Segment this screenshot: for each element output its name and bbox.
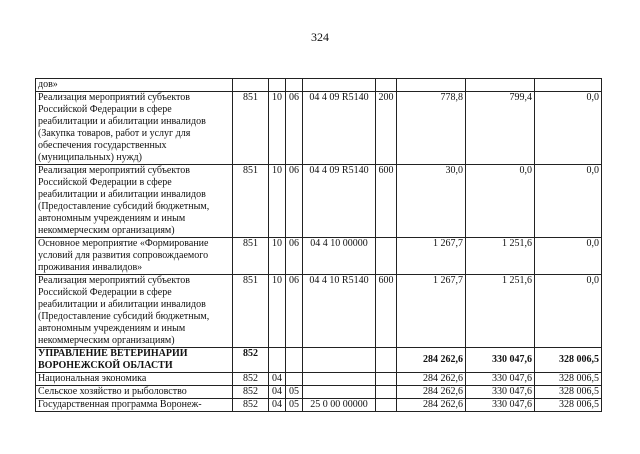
expense-name-cell: Основное мероприятие «Формирование условий для развития сопровождаемого проживания инвалидов» [36,238,233,275]
amount-year2-cell: 330 047,6 [466,399,535,412]
subsection-code-cell: 06 [286,165,303,238]
expense-type-cell [376,348,397,373]
subsection-code-cell: 05 [286,386,303,399]
table-body [36,79,602,412]
table-row [36,386,602,399]
table-row [36,238,602,275]
amount-year3-cell: 328 006,5 [535,348,602,373]
amount-year2-cell: 330 047,6 [466,373,535,386]
target-article-cell [303,386,376,399]
amount-year3-cell: 328 006,5 [535,399,602,412]
expense-name-cell: Реализация мероприятий субъектов Российской Федерации в сфере реабилитации и абилитации инвалидов (Предоставление субсидий бюджетным, автономным учреждениям и иным некоммерческим организациям) [36,165,233,238]
expense-name-cell: Государственная программа Воронеж- [36,399,233,412]
ministry-code-cell: 852 [233,399,269,412]
subsection-code-cell: 06 [286,92,303,165]
section-code-cell [269,79,286,92]
expense-type-cell [376,373,397,386]
subsection-code-cell [286,373,303,386]
subsection-code-cell: 06 [286,275,303,348]
expense-type-cell: 600 [376,165,397,238]
expense-name-cell: Сельское хозяйство и рыболовство [36,386,233,399]
section-code-cell: 10 [269,238,286,275]
amount-year2-cell: 799,4 [466,92,535,165]
amount-year1-cell: 1 267,7 [397,275,466,348]
table-row [36,399,602,412]
section-code-cell: 04 [269,373,286,386]
expense-type-cell: 200 [376,92,397,165]
target-article-cell [303,79,376,92]
amount-year2-cell: 330 047,6 [466,348,535,373]
amount-year3-cell [535,79,602,92]
subsection-code-cell [286,348,303,373]
expense-name-cell: Национальная экономика [36,373,233,386]
amount-year1-cell: 284 262,6 [397,373,466,386]
expense-type-cell [376,238,397,275]
amount-year3-cell: 0,0 [535,165,602,238]
ministry-code-cell [233,79,269,92]
table-row [36,348,602,373]
target-article-cell: 04 4 09 R5140 [303,92,376,165]
budget-table [35,78,602,412]
amount-year3-cell: 328 006,5 [535,373,602,386]
expense-name-cell: УПРАВЛЕНИЕ ВЕТЕРИНАРИИ ВОРОНЕЖСКОЙ ОБЛАСТИ [36,348,233,373]
table-row [36,165,602,238]
section-code-cell: 10 [269,92,286,165]
amount-year3-cell: 0,0 [535,275,602,348]
amount-year2-cell: 1 251,6 [466,275,535,348]
page-number: 324 [311,30,329,44]
section-code-cell: 04 [269,399,286,412]
subsection-code-cell [286,79,303,92]
table-row [36,373,602,386]
target-article-cell: 04 4 10 R5140 [303,275,376,348]
ministry-code-cell: 851 [233,92,269,165]
amount-year2-cell: 1 251,6 [466,238,535,275]
expense-type-cell: 600 [376,275,397,348]
section-code-cell [269,348,286,373]
amount-year2-cell: 0,0 [466,165,535,238]
subsection-code-cell: 06 [286,238,303,275]
expense-type-cell [376,386,397,399]
target-article-cell: 04 4 10 00000 [303,238,376,275]
amount-year3-cell: 0,0 [535,92,602,165]
ministry-code-cell: 851 [233,275,269,348]
expense-name-cell: Реализация мероприятий субъектов Российской Федерации в сфере реабилитации и абилитации инвалидов (Закупка товаров, работ и услуг для обеспечения государственных (муниципальных) нужд) [36,92,233,165]
expense-type-cell [376,399,397,412]
ministry-code-cell: 852 [233,386,269,399]
expense-type-cell [376,79,397,92]
ministry-code-cell: 852 [233,373,269,386]
amount-year3-cell: 0,0 [535,238,602,275]
target-article-cell: 25 0 00 00000 [303,399,376,412]
ministry-code-cell: 852 [233,348,269,373]
amount-year1-cell: 30,0 [397,165,466,238]
amount-year2-cell: 330 047,6 [466,386,535,399]
target-article-cell [303,373,376,386]
amount-year1-cell: 284 262,6 [397,348,466,373]
table-row [36,79,602,92]
amount-year1-cell: 284 262,6 [397,399,466,412]
amount-year2-cell [466,79,535,92]
expense-name-cell: Реализация мероприятий субъектов Российской Федерации в сфере реабилитации и абилитации инвалидов (Предоставление субсидий бюджетным, автономным учреждениям и иным некоммерческим организациям) [36,275,233,348]
ministry-code-cell: 851 [233,238,269,275]
section-code-cell: 04 [269,386,286,399]
amount-year3-cell: 328 006,5 [535,386,602,399]
expense-name-cell: дов» [36,79,233,92]
amount-year1-cell: 1 267,7 [397,238,466,275]
subsection-code-cell: 05 [286,399,303,412]
amount-year1-cell [397,79,466,92]
section-code-cell: 10 [269,165,286,238]
table-row [36,92,602,165]
table-row [36,275,602,348]
ministry-code-cell: 851 [233,165,269,238]
target-article-cell: 04 4 09 R5140 [303,165,376,238]
target-article-cell [303,348,376,373]
amount-year1-cell: 284 262,6 [397,386,466,399]
amount-year1-cell: 778,8 [397,92,466,165]
section-code-cell: 10 [269,275,286,348]
